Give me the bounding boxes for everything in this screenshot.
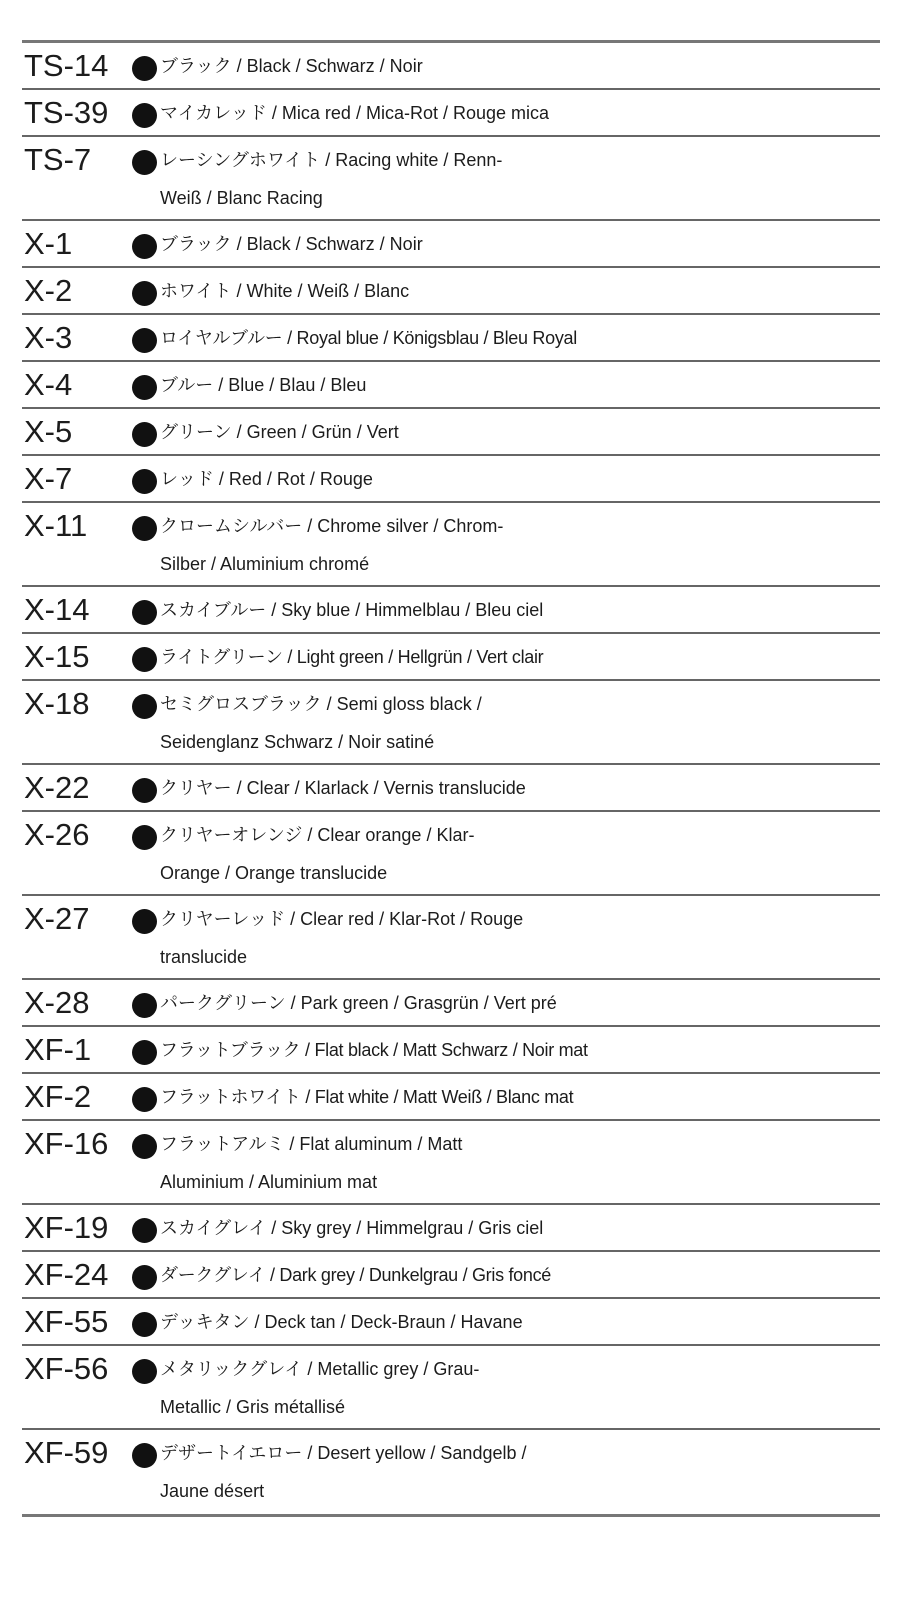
color-row [22,90,880,137]
paint-code: X-7 [24,461,73,496]
paint-code: X-28 [24,985,90,1020]
color-row [22,1074,880,1121]
color-name [160,268,880,310]
color-row [22,812,880,896]
color-name [160,634,880,676]
color-name [160,1299,880,1341]
paint-code: X-2 [24,273,73,308]
color-name [160,1430,880,1510]
color-name [160,980,880,1022]
color-row [22,1346,880,1430]
paint-code: TS-7 [24,142,92,177]
color-name [160,315,880,357]
bullet-dot-icon [132,56,157,81]
color-name-line-2: Seidenglanz Schwarz / Noir satiné [160,732,435,752]
bullet-dot-icon [132,993,157,1018]
color-name-line-2: Aluminium / Aluminium mat [160,1172,378,1192]
color-name-line-1: クロームシルバー / Chrome silver / Chrom- [160,516,504,536]
color-name-line-2: Metallic / Gris métallisé [160,1397,346,1417]
bullet-dot-icon [132,281,157,306]
color-row [22,43,880,90]
color-row [22,268,880,315]
bullet-dot-icon [132,1218,157,1243]
color-name-line-1: デザートイエロー / Desert yellow / Sandgelb / [160,1443,527,1463]
color-row [22,409,880,456]
paint-code: XF-19 [24,1210,109,1245]
color-name [160,1027,880,1069]
paint-code: X-4 [24,367,73,402]
color-name-line-1: レッド / Red / Rot / Rouge [160,469,373,489]
color-name-line-2: Silber / Aluminium chromé [160,554,370,574]
color-name-line-1: フラットブラック / Flat black / Matt Schwarz / Noir mat [160,1040,588,1060]
paint-code: X-11 [24,508,88,543]
color-row [22,1121,880,1205]
bullet-dot-icon [132,600,157,625]
color-name-line-1: グリーン / Green / Grün / Vert [160,422,399,442]
bullet-dot-icon [132,1134,157,1159]
color-name-line-1: クリヤーオレンジ / Clear orange / Klar- [160,825,475,845]
bullet-dot-icon [132,1040,157,1065]
paint-code: X-3 [24,320,73,355]
bullet-dot-icon [132,1359,157,1384]
color-name [160,1205,880,1247]
bullet-dot-icon [132,694,157,719]
color-name [160,137,880,217]
color-name-line-1: ロイヤルブルー / Royal blue / Königsblau / Bleu Royal [160,328,577,348]
color-row [22,137,880,221]
color-row [22,681,880,765]
color-name-line-1: スカイグレイ / Sky grey / Himmelgrau / Gris ciel [160,1218,544,1238]
color-name-line-1: メタリックグレイ / Metallic grey / Grau- [160,1359,480,1379]
color-name-line-1: パークグリーン / Park green / Grasgrün / Vert pré [160,993,557,1013]
color-row [22,896,880,980]
color-name [160,681,880,761]
color-name [160,765,880,807]
color-name-line-2: Orange / Orange translucide [160,863,388,883]
color-name-line-1: クリヤーレッド / Clear red / Klar-Rot / Rouge [160,909,524,929]
paint-code: X-5 [24,414,73,449]
paint-code: XF-59 [24,1435,109,1470]
bullet-dot-icon [132,1087,157,1112]
paint-code: X-18 [24,686,90,721]
bullet-dot-icon [132,150,157,175]
color-row [22,980,880,1027]
color-row [22,503,880,587]
color-name-line-1: フラットアルミ / Flat aluminum / Matt [160,1134,463,1154]
bullet-dot-icon [132,1443,157,1468]
color-row [22,1027,880,1074]
color-name-line-1: スカイブルー / Sky blue / Himmelblau / Bleu ciel [160,600,544,620]
color-name [160,1074,880,1116]
color-name [160,503,880,583]
paint-code: XF-24 [24,1257,109,1292]
bullet-dot-icon [132,328,157,353]
color-row [22,587,880,634]
color-name [160,812,880,892]
color-name-line-1: フラットホワイト / Flat white / Matt Weiß / Blanc mat [160,1087,574,1107]
color-name [160,1346,880,1426]
color-name-line-1: ブラック / Black / Schwarz / Noir [160,56,423,76]
color-name-line-1: ブラック / Black / Schwarz / Noir [160,234,423,254]
color-name [160,1121,880,1201]
color-row [22,362,880,409]
color-name [160,1252,880,1294]
color-row [22,1299,880,1346]
color-row [22,1252,880,1299]
bullet-dot-icon [132,647,157,672]
color-name-line-1: クリヤー / Clear / Klarlack / Vernis translucide [160,778,526,798]
paint-code: X-1 [24,226,73,261]
color-name-line-1: ホワイト / White / Weiß / Blanc [160,281,410,301]
color-row [22,221,880,268]
color-name [160,409,880,451]
paint-code: X-15 [24,639,90,674]
paint-code: XF-56 [24,1351,109,1386]
bullet-dot-icon [132,234,157,259]
color-row [22,634,880,681]
color-name-line-2: translucide [160,947,248,967]
paint-code: TS-14 [24,48,109,83]
color-name [160,362,880,404]
paint-code: X-14 [24,592,90,627]
color-row [22,765,880,812]
bullet-dot-icon [132,1312,157,1337]
color-row [22,315,880,362]
color-name-line-1: レーシングホワイト / Racing white / Renn- [160,150,503,170]
paint-code: XF-16 [24,1126,109,1161]
color-name [160,90,880,132]
paint-code: X-26 [24,817,90,852]
color-name [160,587,880,629]
bullet-dot-icon [132,516,157,541]
paint-code: X-22 [24,770,90,805]
bullet-dot-icon [132,1265,157,1290]
color-name-line-1: デッキタン / Deck tan / Deck-Braun / Havane [160,1312,523,1332]
color-name-line-1: ブルー / Blue / Blau / Bleu [160,375,367,395]
color-name-line-1: セミグロスブラック / Semi gloss black / [160,694,482,714]
bullet-dot-icon [132,825,157,850]
paint-code: XF-2 [24,1079,92,1114]
color-row [22,456,880,503]
bullet-dot-icon [132,778,157,803]
paint-code: X-27 [24,901,90,936]
bullet-dot-icon [132,422,157,447]
color-name-line-1: ダークグレイ / Dark grey / Dunkelgrau / Gris foncé [160,1265,552,1285]
paint-code: XF-1 [24,1032,92,1067]
bullet-dot-icon [132,909,157,934]
color-name-line-2: Weiß / Blanc Racing [160,188,323,208]
color-name-line-1: マイカレッド / Mica red / Mica-Rot / Rouge mica [160,103,550,123]
paint-code: TS-39 [24,95,109,130]
color-name [160,43,880,85]
color-name [160,456,880,498]
color-name-line-1: ライトグリーン / Light green / Hellgrün / Vert clair [160,647,544,667]
paint-code: XF-55 [24,1304,109,1339]
color-row [22,1205,880,1252]
color-name [160,221,880,263]
bullet-dot-icon [132,103,157,128]
paint-color-list [22,40,880,1517]
color-name-line-2: Jaune désert [160,1481,265,1501]
bullet-dot-icon [132,469,157,494]
bullet-dot-icon [132,375,157,400]
color-name [160,896,880,976]
color-row [22,1430,880,1514]
